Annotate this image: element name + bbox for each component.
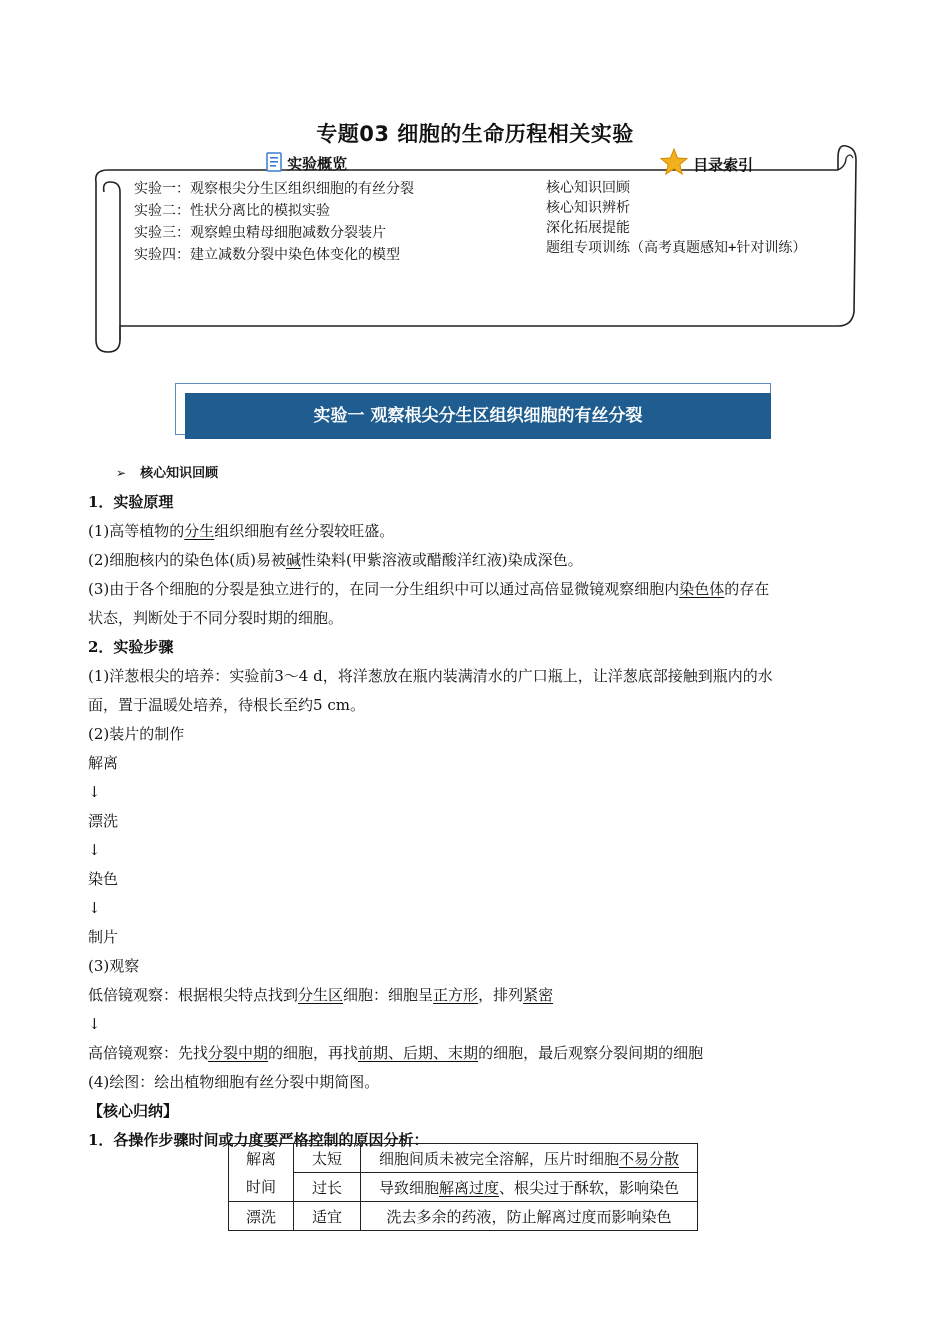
principle-heading: 1．实验原理 bbox=[88, 493, 174, 511]
table-cell: 太短 bbox=[294, 1144, 361, 1173]
table-row bbox=[229, 1173, 698, 1202]
overview-item[interactable]: 实验二：性状分离比的模拟实验 bbox=[134, 203, 330, 219]
arrow-marker-icon: ➢ bbox=[116, 466, 127, 480]
page-title: 专题03 细胞的生命历程相关实验 bbox=[316, 122, 634, 146]
steps-heading: 2．实验步骤 bbox=[88, 638, 174, 656]
flow-arrow: ↓ bbox=[88, 841, 101, 859]
index-heading: 目录索引 bbox=[693, 156, 754, 174]
flow-step: 制片 bbox=[88, 928, 119, 946]
index-item[interactable]: 题组专项训练（高考真题感知+针对训练） bbox=[546, 240, 807, 256]
overview-list bbox=[134, 178, 414, 266]
index-item[interactable]: 核心知识回顾 bbox=[546, 180, 630, 196]
banner-title: 实验一 观察根尖分生区组织细胞的有丝分裂 bbox=[185, 393, 771, 439]
section-banner bbox=[175, 383, 773, 447]
table-row bbox=[229, 1202, 698, 1231]
flow-step: 漂洗 bbox=[88, 812, 119, 830]
table-cell: 解离 bbox=[229, 1144, 294, 1173]
table-cell: 时间 bbox=[229, 1173, 294, 1202]
low-power-observation: 低倍镜观察：根据根尖特点找到分生区细胞：细胞呈正方形，排列紧密 bbox=[88, 986, 554, 1004]
summary-heading: 【核心归纳】 bbox=[88, 1102, 179, 1120]
main-content bbox=[88, 458, 868, 1155]
step-1-cont: 面，置于温暖处培养，待根长至约5 cm。 bbox=[88, 696, 365, 714]
step-1: (1)洋葱根尖的培养：实验前3～4 d，将洋葱放在瓶内装满清水的广口瓶上，让洋葱底部接触到瓶内的水 bbox=[88, 667, 773, 685]
table-cell: 过长 bbox=[294, 1173, 361, 1202]
principle-p3-cont: 状态，判断处于不同分裂时期的细胞。 bbox=[88, 609, 344, 627]
flow-arrow: ↓ bbox=[88, 899, 101, 917]
index-item[interactable]: 核心知识辨析 bbox=[546, 200, 630, 216]
step-4: (4)绘图：绘出植物细胞有丝分裂中期简图。 bbox=[88, 1073, 380, 1091]
star-icon bbox=[660, 148, 688, 176]
table-cell: 导致细胞解离过度、根尖过于酥软，影响染色 bbox=[361, 1173, 698, 1202]
step-3: (3)观察 bbox=[88, 957, 140, 975]
overview-header bbox=[266, 152, 347, 174]
table-cell: 漂洗 bbox=[229, 1202, 294, 1231]
high-power-observation: 高倍镜观察：先找分裂中期的细胞，再找前期、后期、末期的细胞，最后观察分裂间期的细胞 bbox=[88, 1044, 704, 1062]
flow-arrow: ↓ bbox=[88, 783, 101, 801]
list-icon bbox=[266, 152, 282, 172]
section-marker: ➢ 核心知识回顾 bbox=[116, 466, 219, 481]
index-list bbox=[546, 178, 806, 258]
index-item[interactable]: 深化拓展提能 bbox=[546, 220, 630, 236]
principle-p1: (1)高等植物的分生组织细胞有丝分裂较旺盛。 bbox=[88, 522, 395, 540]
overview-item[interactable]: 实验三：观察蝗虫精母细胞减数分裂装片 bbox=[134, 225, 386, 241]
operation-time-table bbox=[228, 1143, 698, 1231]
overview-item[interactable]: 实验四：建立减数分裂中染色体变化的模型 bbox=[134, 247, 400, 263]
flow-step: 染色 bbox=[88, 870, 119, 888]
principle-p3: (3)由于各个细胞的分裂是独立进行的，在同一分生组织中可以通过高倍显微镜观察细胞内染色体的存在 bbox=[88, 580, 770, 598]
step-2: (2)装片的制作 bbox=[88, 725, 185, 743]
table-cell: 细胞间质未被完全溶解，压片时细胞不易分散 bbox=[361, 1144, 698, 1173]
flow-step: 解离 bbox=[88, 754, 119, 772]
flow-arrow: ↓ bbox=[88, 1015, 101, 1033]
principle-p2: (2)细胞核内的染色体(质)易被碱性染料(甲紫溶液或醋酸洋红液)染成深色。 bbox=[88, 551, 583, 569]
table-cell: 洗去多余的药液，防止解离过度而影响染色 bbox=[361, 1202, 698, 1231]
index-header bbox=[660, 148, 753, 176]
table-cell: 适宜 bbox=[294, 1202, 361, 1231]
summary-subheading: 1．各操作步骤时间或力度要严格控制的原因分析： bbox=[88, 1131, 429, 1149]
overview-item[interactable]: 实验一：观察根尖分生区组织细胞的有丝分裂 bbox=[134, 181, 414, 197]
table-row bbox=[229, 1144, 698, 1173]
overview-heading: 实验概览 bbox=[287, 155, 348, 173]
